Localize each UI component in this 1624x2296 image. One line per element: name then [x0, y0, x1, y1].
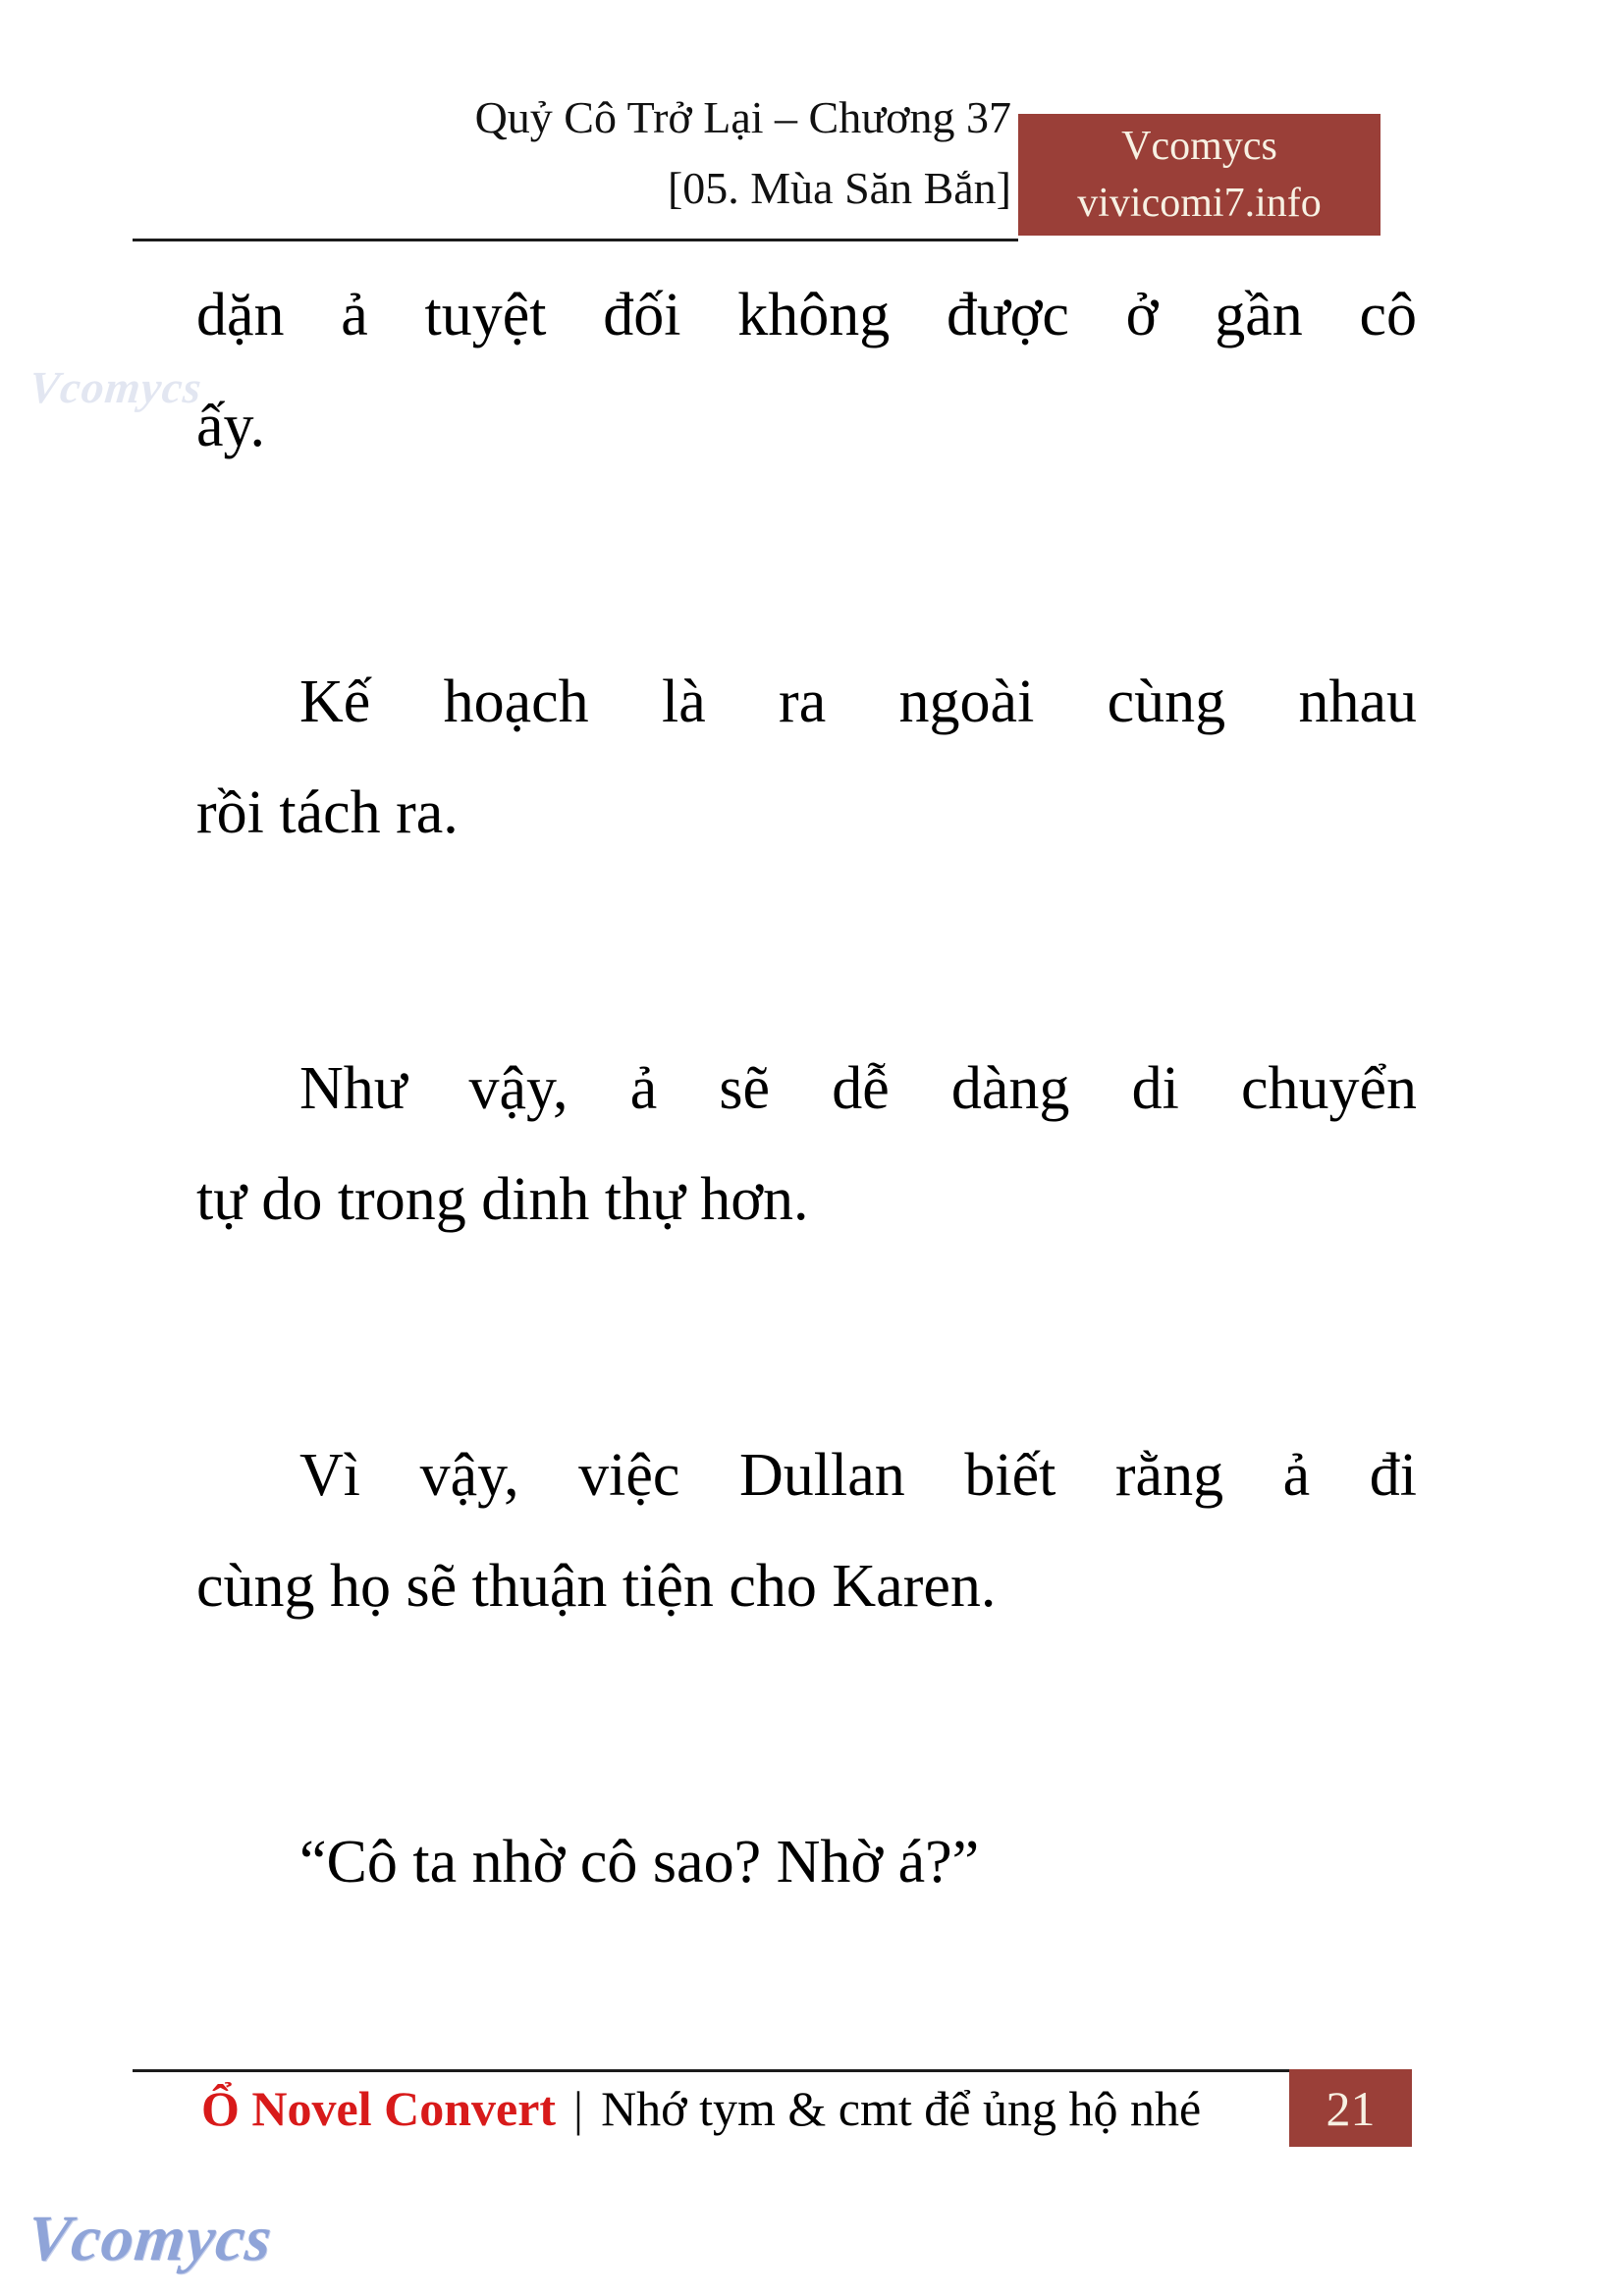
brand-name: Vcomycs [1121, 124, 1277, 169]
page-number: 21 [1326, 2080, 1376, 2136]
chapter-title-line1: Quỷ Cô Trở Lại – Chương 37 [474, 92, 1011, 142]
brand-site: vivicomi7.info [1077, 181, 1322, 226]
footer-bar [201, 2069, 1201, 2147]
paragraph-line: dặn ả tuyệt đối không được ở gần cô [196, 282, 1417, 348]
paragraph-line: Kế hoạch là ra ngoài cùng nhau [299, 668, 1417, 735]
paragraph-line: “Cô ta nhờ cô sao? Nhờ á?” [299, 1829, 980, 1896]
brand-box [1018, 114, 1380, 236]
vcomycs-watermark: Vcomycs [27, 362, 205, 412]
body-text [196, 260, 1417, 1918]
paragraph-line: rồi tách ra. [196, 779, 459, 846]
paragraph-line: ấy. [196, 393, 265, 459]
footer-brand: Ổ Novel Convert [201, 2080, 557, 2136]
paragraph-line: Vì vậy, việc Dullan biết rằng ả đi [299, 1442, 1417, 1509]
paragraph-line: tự do trong dinh thự hơn. [196, 1166, 809, 1233]
paragraph [196, 647, 1417, 869]
header-divider [133, 239, 1018, 241]
paragraph-line: Như vậy, ả sẽ dễ dàng di chuyển [299, 1055, 1417, 1122]
chapter-title-line2: [05. Mùa Săn Bắn] [667, 163, 1011, 213]
vcomycs-logo: Vcomycs [24, 2203, 276, 2274]
footer-separator: | [573, 2080, 584, 2136]
footer-message: Nhớ tym & cmt để ủng hộ nhé [601, 2080, 1202, 2136]
paragraph [196, 1807, 1417, 1918]
paragraph [196, 1420, 1417, 1642]
paragraph-line: cùng họ sẽ thuận tiện cho Karen. [196, 1553, 997, 1620]
paragraph [196, 1034, 1417, 1255]
paragraph [196, 260, 1417, 482]
chapter-title [0, 82, 1011, 224]
page-number-badge [1289, 2069, 1412, 2147]
